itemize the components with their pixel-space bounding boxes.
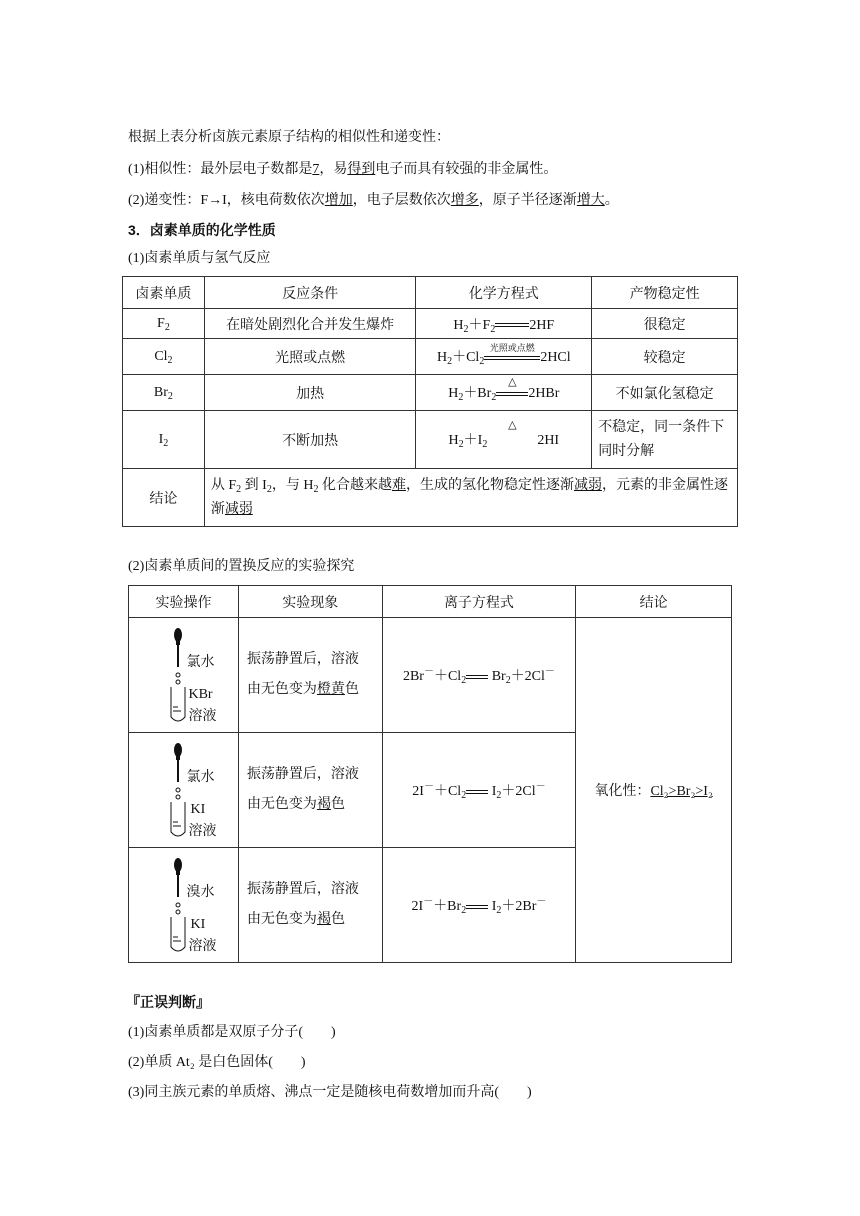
header-cell: 产物稳定性 bbox=[592, 277, 738, 309]
section-heading: 3．卤素单质的化学性质 bbox=[128, 222, 276, 238]
solution-label: KI bbox=[190, 802, 206, 817]
answer-blank: 增加 bbox=[324, 193, 353, 208]
test-tube-diagram bbox=[138, 625, 228, 725]
ionic-equation-cell: $2I^-+Cl_2$ $I_2+2Cl^-$ bbox=[382, 733, 576, 848]
apparatus-cell bbox=[129, 848, 239, 963]
subsection-heading: (2)卤素单质间的置换反应的实验探究 bbox=[128, 559, 355, 574]
apparatus-cell bbox=[129, 618, 239, 733]
stability-cell: 较稳定 bbox=[592, 339, 738, 375]
text: ，易 bbox=[319, 162, 348, 177]
header-cell: 离子方程式 bbox=[382, 586, 576, 618]
stability-cell: 很稳定 bbox=[592, 309, 738, 339]
bracket-open-icon: 『 bbox=[126, 994, 140, 1010]
header-cell: 结论 bbox=[576, 586, 732, 618]
ionic-equation-cell: $2Br^-+Cl_2$ $Br_2+2Cl^-$ bbox=[382, 618, 576, 733]
condition-cell: 光照或点燃 bbox=[204, 339, 416, 375]
solution-label: 溶液 bbox=[188, 824, 217, 839]
solution-label: KBr bbox=[188, 687, 213, 702]
test-tube-diagram bbox=[138, 855, 228, 955]
text: 由无色变为 bbox=[246, 912, 317, 927]
header-cell: 卤素单质 bbox=[123, 277, 205, 309]
text: 化合越来越 bbox=[318, 477, 392, 493]
text: 色 bbox=[344, 682, 359, 697]
text: ，生成的氢化物稳定性逐渐 bbox=[405, 477, 574, 493]
header-cell: 实验操作 bbox=[129, 586, 239, 618]
conclusion-label: 结论 bbox=[123, 469, 205, 527]
similarity-line bbox=[128, 160, 557, 180]
displacement-table bbox=[128, 585, 732, 963]
text: 振荡静置后，溶液 bbox=[246, 652, 359, 667]
reagent-label: 氯水 bbox=[186, 770, 215, 785]
answer-blank: 增大 bbox=[576, 193, 605, 208]
answer-blank: 增多 bbox=[450, 193, 479, 208]
answer-blank: 褐 bbox=[316, 912, 331, 927]
trend-line bbox=[128, 191, 619, 211]
condition-cell: 加热 bbox=[204, 375, 416, 411]
symbol: Cl bbox=[154, 348, 168, 364]
text: 色 bbox=[330, 912, 345, 927]
reagent-label: 溴水 bbox=[186, 885, 215, 900]
condition-label: 光照或点燃 bbox=[489, 343, 535, 354]
judge-item: (3)同主族元素的单质熔、沸点一定是随核电荷数增加而升高( ) bbox=[128, 1085, 532, 1100]
text: ，与 H bbox=[271, 477, 314, 493]
judge-item: (1)卤素单质都是双原子分子( ) bbox=[128, 1025, 336, 1040]
solution-label: 溶液 bbox=[188, 709, 217, 724]
answer-blank: 褐 bbox=[316, 797, 331, 812]
apparatus-cell bbox=[129, 733, 239, 848]
heat-symbol: △ bbox=[508, 419, 517, 432]
solution-label: 溶液 bbox=[188, 939, 217, 954]
text: (1)相似性：最外层电子数都是 bbox=[128, 162, 313, 177]
text: ，电子层数依次 bbox=[352, 193, 451, 208]
solution-label: KI bbox=[190, 917, 206, 932]
answer-blank: 难 bbox=[391, 477, 406, 493]
heat-symbol: △ bbox=[508, 376, 517, 389]
condition-cell: 不断加热 bbox=[204, 411, 416, 469]
symbol: I bbox=[158, 431, 164, 447]
equation-cell: $H_2+I_2$ △ 2HI bbox=[416, 411, 592, 469]
text: ，原子半径逐渐 bbox=[478, 193, 577, 208]
text: 到 I bbox=[241, 477, 267, 493]
text: 由无色变为 bbox=[246, 682, 317, 697]
answer-blank: 得到 bbox=[347, 162, 376, 177]
subsection-heading: (1)卤素单质与氢气反应 bbox=[128, 251, 271, 266]
answer-blank: 橙黄 bbox=[316, 682, 345, 697]
equation-cell: $H_2+Br_2$ △ 2HBr bbox=[416, 375, 592, 411]
phenomenon-cell bbox=[238, 618, 382, 733]
hydrogen-reaction-table bbox=[122, 276, 738, 527]
conclusion-cell bbox=[576, 618, 732, 963]
symbol: F bbox=[157, 315, 165, 331]
element-cell: $Cl_2$ bbox=[123, 339, 205, 375]
bracket-close-icon: 』 bbox=[196, 994, 210, 1010]
judge-item: (2)单质 At₂ 是白色固体( ) bbox=[128, 1055, 306, 1070]
ionic-equation-cell: $2I^-+Br_2$ $I_2+2Br^-$ bbox=[382, 848, 576, 963]
answer-blank: 减弱 bbox=[573, 477, 602, 493]
answer-blank: 7 bbox=[312, 162, 320, 177]
text: 氧化性： bbox=[594, 784, 651, 799]
phenomenon-cell bbox=[238, 733, 382, 848]
header-cell: 反应条件 bbox=[204, 277, 416, 309]
test-tube-diagram bbox=[138, 740, 228, 840]
text: 色 bbox=[330, 797, 345, 812]
header-cell: 实验现象 bbox=[238, 586, 382, 618]
stability-cell: 不稳定，同一条件下同时分解 bbox=[592, 411, 738, 469]
phenomenon-cell bbox=[238, 848, 382, 963]
answer-blank: Cl₂>Br₂>I₂ bbox=[650, 784, 713, 799]
text: 从 F bbox=[210, 477, 237, 493]
text: 电子而具有较强的非金属性。 bbox=[375, 162, 558, 177]
header-cell: 化学方程式 bbox=[416, 277, 592, 309]
judge-title: 正误判断 bbox=[140, 994, 196, 1010]
intro-text: 根据上表分析卤族元素原子结构的相似性和递变性： bbox=[128, 130, 450, 145]
conclusion-cell: 从 $F_2$ 到 $I_2$，与 $H_2$ 化合越来越难，生成的氢化物稳定性逐渐减弱，元素的非金属性逐渐减弱 bbox=[204, 469, 737, 527]
text: (2)递变性：F→I，核电荷数依次 bbox=[128, 193, 325, 208]
text: 由无色变为 bbox=[246, 797, 317, 812]
reagent-label: 氯水 bbox=[186, 655, 215, 670]
stability-cell: 不如氯化氢稳定 bbox=[592, 375, 738, 411]
text: ，元素的非金属性逐渐 bbox=[210, 477, 728, 517]
element-cell: $F_2$ bbox=[123, 309, 205, 339]
condition-cell: 在暗处剧烈化合并发生爆炸 bbox=[204, 309, 416, 339]
answer-blank: 减弱 bbox=[224, 501, 253, 517]
element-cell: $Br_2$ bbox=[123, 375, 205, 411]
symbol: Br bbox=[153, 384, 168, 400]
equation-cell: $H_2+Cl_2$ 光照或点燃 2HCl bbox=[416, 339, 592, 375]
equation-cell: $H_2+F_2$ 2HF bbox=[416, 309, 592, 339]
judge-heading bbox=[126, 992, 210, 1014]
text: 振荡静置后，溶液 bbox=[246, 767, 359, 782]
text: 振荡静置后，溶液 bbox=[246, 882, 359, 897]
text: 。 bbox=[604, 193, 619, 208]
element-cell: $I_2$ bbox=[123, 411, 205, 469]
